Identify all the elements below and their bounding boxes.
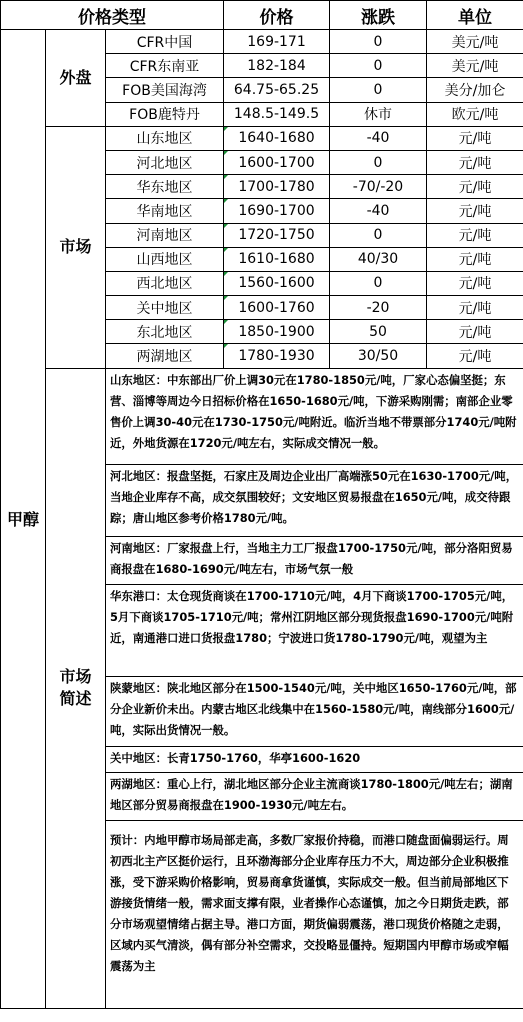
note-henan: 河南地区：厂家报盘上行，当地主力工厂报盘1700-1750元/吨，部分洛阳贸易商报盘在1680-1690元/吨左右，市场气氛一般 — [106, 536, 523, 584]
row-name: 东北地区 — [106, 320, 224, 344]
row-change: 40/30 — [330, 247, 427, 271]
row-unit: 美元/吨 — [427, 54, 523, 78]
row-price: 1850-1900 — [224, 320, 330, 344]
row-change: 0 — [330, 271, 427, 295]
group-summary — [46, 368, 106, 1008]
header-price: 价格 — [224, 1, 330, 30]
row-change: 0 — [330, 78, 427, 102]
row-unit: 元/吨 — [427, 150, 523, 174]
group-summary-line1: 市场 — [59, 667, 92, 687]
row-name: 两湖地区 — [106, 344, 224, 368]
row-name: FOB鹿特丹 — [106, 102, 224, 126]
note-guanzhong: 关中地区：长青1750-1760，华亭1600-1620 — [106, 746, 523, 772]
row-unit: 元/吨 — [427, 199, 523, 223]
row-price: 148.5-149.5 — [224, 102, 330, 126]
note-hebei: 河北地区：报盘坚挺，石家庄及周边企业出厂高端涨50元在1630-1700元/吨，当地企业库存不高，成交氛围较好；文安地区贸易报盘在1650元/吨，成交待跟踪；唐山地区参考价格1780元/吨。 — [106, 464, 523, 536]
header-change: 涨跌 — [330, 1, 427, 30]
row-change: 0 — [330, 223, 427, 247]
table-row — [1, 30, 523, 54]
row-unit: 元/吨 — [427, 247, 523, 271]
row-change: 0 — [330, 54, 427, 78]
row-price: 1690-1700 — [224, 199, 330, 223]
note-forecast: 预计：内地甲醇市场局部走高，多数厂家报价持稳，而港口随盘面偏弱运行。周初西北主产区挺价运行，且环渤海部分企业库存压力不大，周边部分企业积极推涨，受下游采购价格影响，贸易商拿货谨慎，实际成交一般。但当前局部地区下游接货情绪一般，需求面支撑有限，业者操作心态谨慎，加之今日期货走跌，部分市场观望情绪占据主导。港口方面，期货偏弱震荡，港口现货价格随之走弱，区域内买气清淡，偶有部分补空需求，交投略显僵持。短期国内甲醇市场或窄幅震荡为主 — [106, 820, 523, 1008]
row-name: 山西地区 — [106, 247, 224, 271]
row-name: 河北地区 — [106, 150, 224, 174]
row-change: 休市 — [330, 102, 427, 126]
row-change: -70/-20 — [330, 175, 427, 199]
row-name: 西北地区 — [106, 271, 224, 295]
row-change: 0 — [330, 150, 427, 174]
row-price: 1610-1680 — [224, 247, 330, 271]
row-unit: 元/吨 — [427, 126, 523, 150]
row-change: -40 — [330, 199, 427, 223]
row-price: 1640-1680 — [224, 126, 330, 150]
row-change: -20 — [330, 296, 427, 320]
row-price: 182-184 — [224, 54, 330, 78]
row-unit: 元/吨 — [427, 296, 523, 320]
note-lianghu: 两湖地区：重心上行，湖北地区部分企业主流商谈1780-1800元/吨左右；湖南地区部分贸易商报盘在1900-1930元/吨左右。 — [106, 772, 523, 820]
row-name: 关中地区 — [106, 296, 224, 320]
row-price: 1700-1780 — [224, 175, 330, 199]
row-unit: 元/吨 — [427, 344, 523, 368]
group-summary-line2: 简述 — [59, 689, 92, 709]
row-price: 1600-1700 — [224, 150, 330, 174]
table-row — [1, 126, 523, 150]
row-name: 华东地区 — [106, 175, 224, 199]
row-price: 169-171 — [224, 30, 330, 54]
row-unit: 元/吨 — [427, 271, 523, 295]
row-change: 50 — [330, 320, 427, 344]
group-market: 市场 — [46, 126, 106, 368]
row-unit: 美分/加仑 — [427, 78, 523, 102]
row-change: 30/50 — [330, 344, 427, 368]
header-row — [1, 1, 523, 30]
row-unit: 元/吨 — [427, 320, 523, 344]
row-name: CFR中国 — [106, 30, 224, 54]
row-price: 1780-1930 — [224, 344, 330, 368]
row-change: 0 — [330, 30, 427, 54]
row-unit: 元/吨 — [427, 175, 523, 199]
row-name: 华南地区 — [106, 199, 224, 223]
note-huadong: 华东港口：太仓现货商谈在1700-1710元/吨，4月下商谈1700-1705元/吨，5月下商谈1705-1710元/吨；常州江阴地区部分现货报盘1690-1700元/吨附近，南通港口进口货报盘1780；宁波进口货1780-1790元/吨，观望为主 — [106, 584, 523, 676]
row-unit: 美元/吨 — [427, 30, 523, 54]
row-name: CFR东南亚 — [106, 54, 224, 78]
row-unit: 欧元/吨 — [427, 102, 523, 126]
group-outer: 外盘 — [46, 30, 106, 127]
row-change: -40 — [330, 126, 427, 150]
product-cell: 甲醇 — [1, 30, 46, 1009]
row-price: 1560-1600 — [224, 271, 330, 295]
row-name: FOB美国海湾 — [106, 78, 224, 102]
row-price: 1720-1750 — [224, 223, 330, 247]
row-name: 山东地区 — [106, 126, 224, 150]
row-price: 1600-1760 — [224, 296, 330, 320]
header-unit: 单位 — [427, 1, 523, 30]
note-shandong: 山东地区：中东部出厂价上调30元在1780-1850元/吨，厂家心态偏坚挺；东营、淄博等周边今日招标价格在1650-1680元/吨，下游采购刚需；南部企业零售价上调30-40元在1730-1750元/吨附近。临沂当地不带票部分1740元/吨附近，外地货源在1720元/吨左右，实际成交情况一般。 — [106, 368, 523, 464]
header-type: 价格类型 — [1, 1, 224, 30]
row-unit: 元/吨 — [427, 223, 523, 247]
note-shaanmeng: 陕蒙地区：陕北地区部分在1500-1540元/吨，关中地区1650-1760元/吨，部分企业新价未出。内蒙古地区北线集中在1560-1580元/吨，南线部分1600元/吨，实际出货情况一般。 — [106, 676, 523, 746]
row-name: 河南地区 — [106, 223, 224, 247]
row-price: 64.75-65.25 — [224, 78, 330, 102]
note-row — [1, 368, 523, 464]
